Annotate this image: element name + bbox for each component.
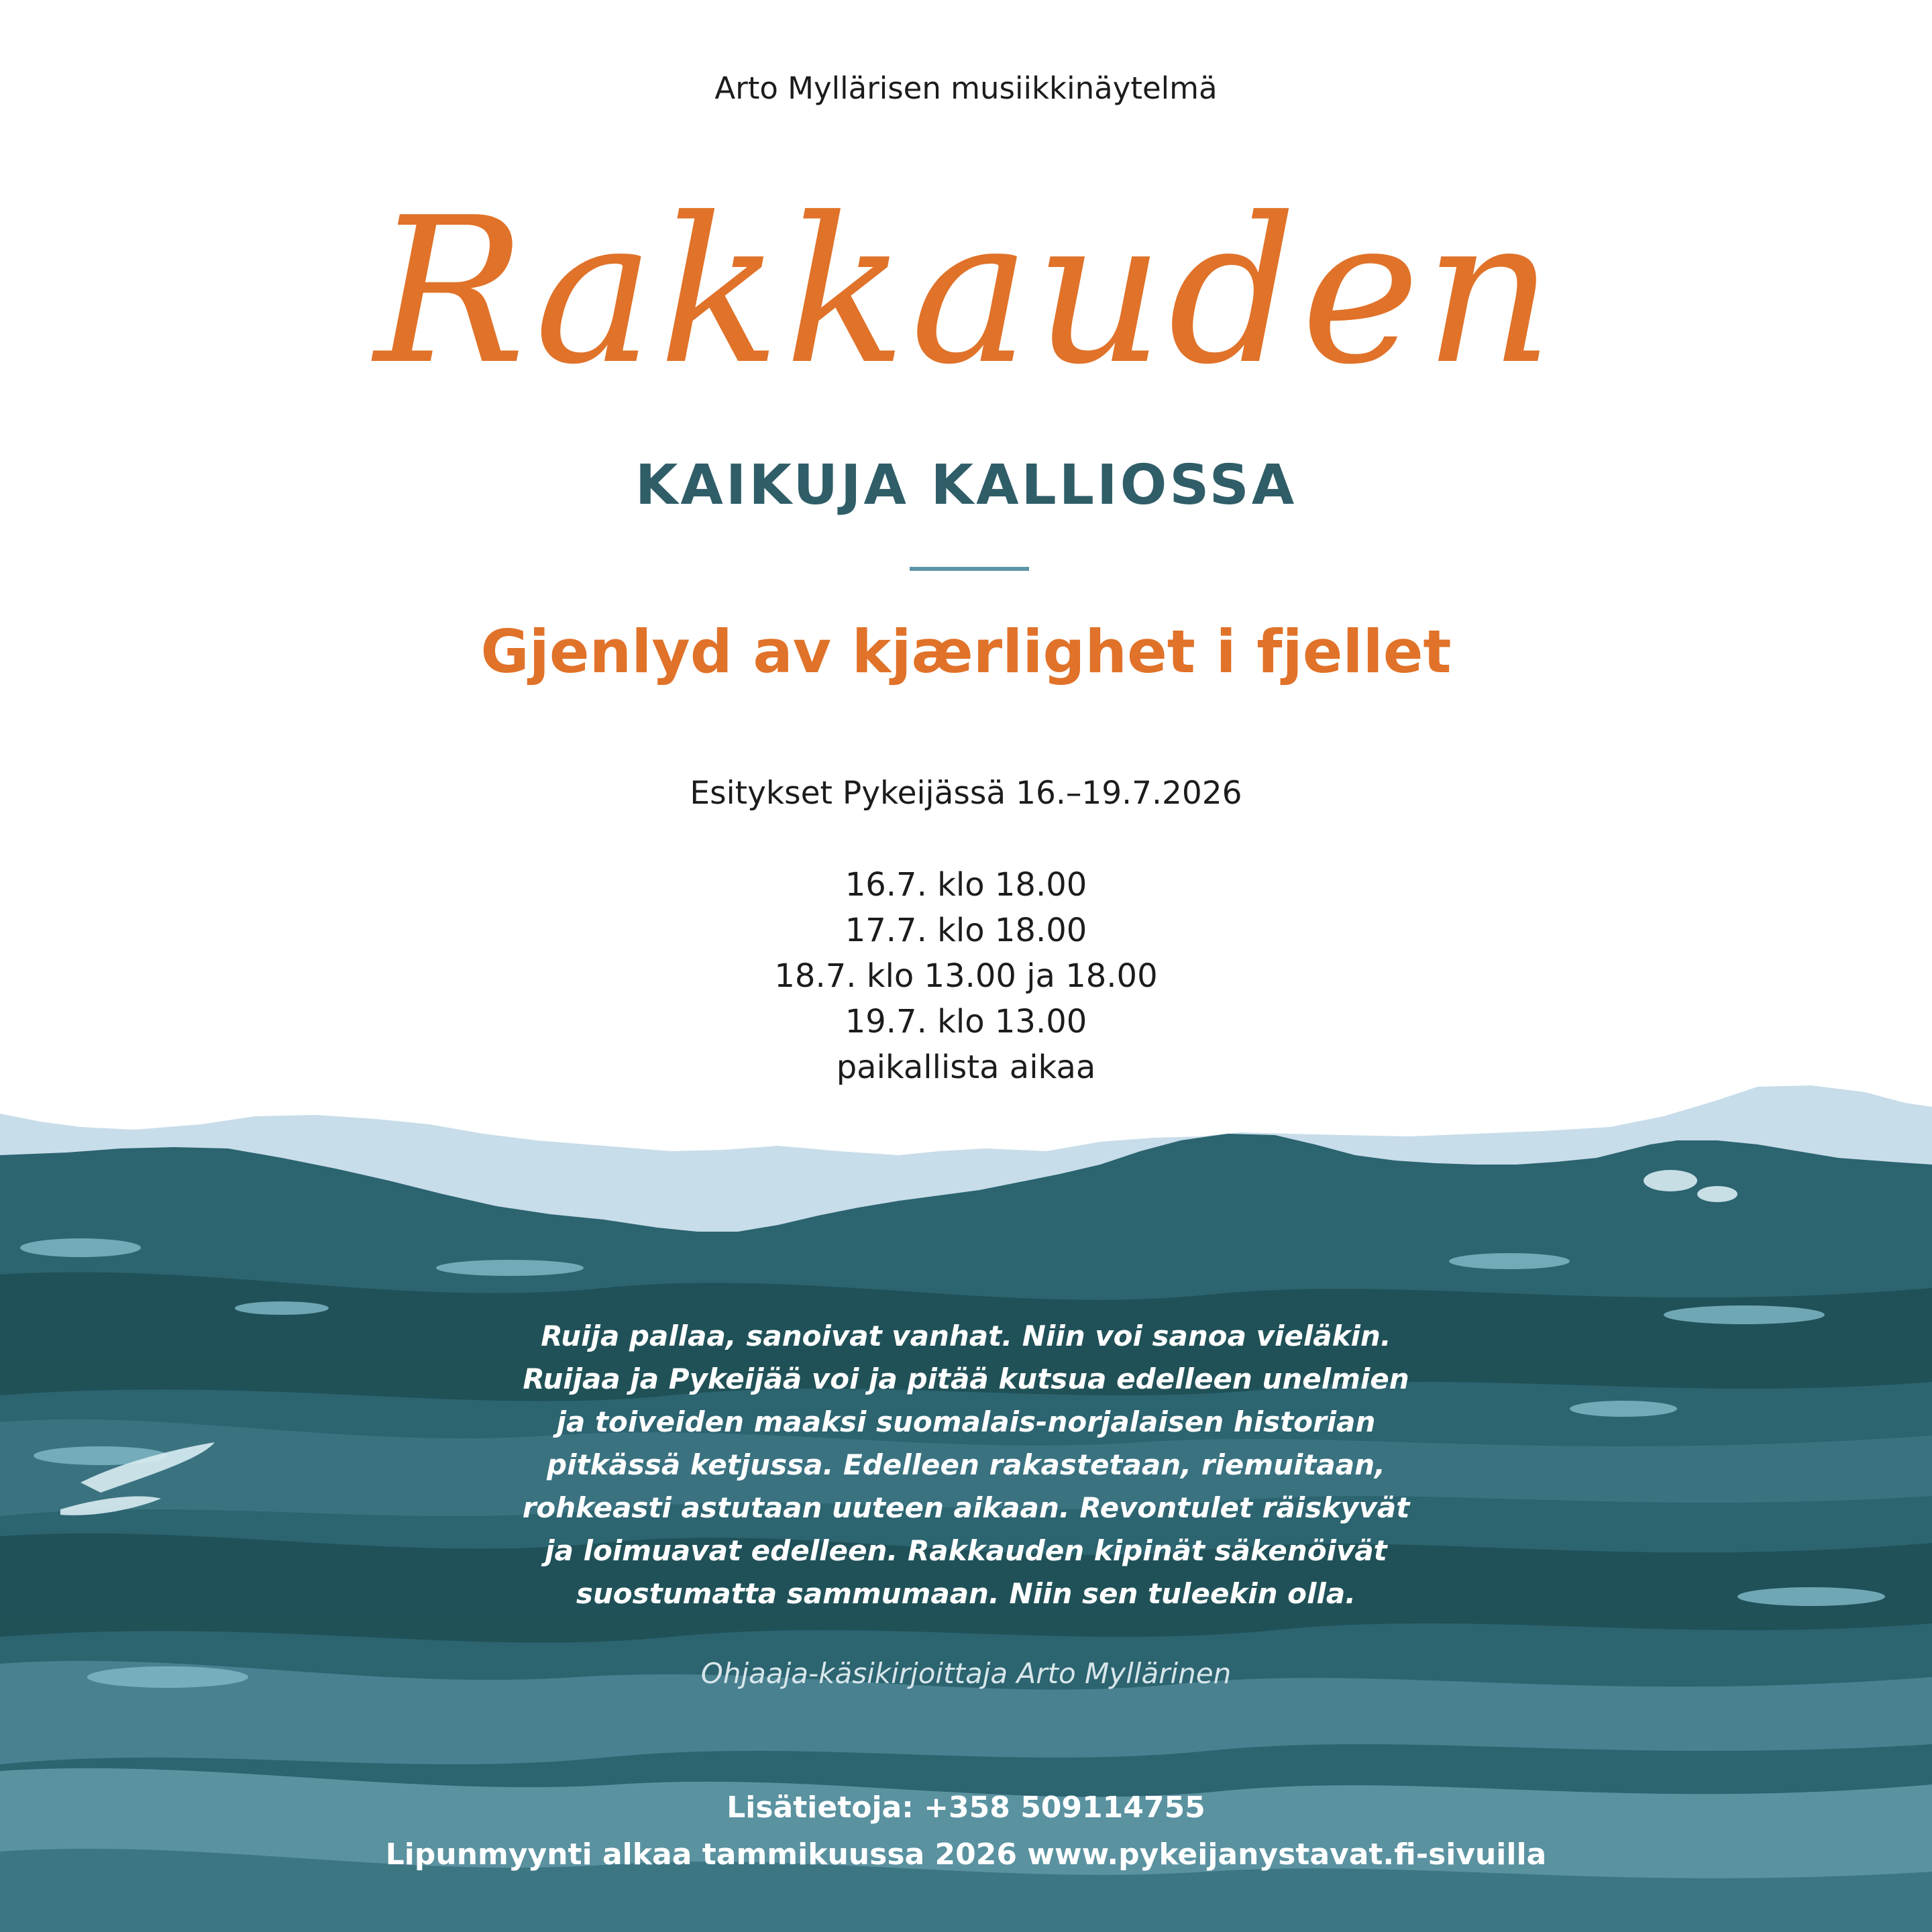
script-title: Rakkauden	[374, 174, 1558, 409]
schedule-line: 19.7. klo 13.00	[845, 1003, 1087, 1040]
subtitle-finnish: KAIKUJA KALLIOSSA	[635, 453, 1297, 517]
quote-author: Ohjaaja-käsikirjoittaja Arto Myllärinen	[700, 1657, 1232, 1690]
performance-dates-heading: Esitykset Pykeijässä 16.–19.7.2026	[690, 775, 1242, 812]
quote-line: Ruijaa ja Pykeijää voi ja pitää kutsua edelleen unelmien	[523, 1362, 1409, 1395]
quote-line: Ruija pallaa, sanoivat vanhat. Niin voi sanoa vieläkin.	[541, 1320, 1391, 1352]
presenter-line: Arto Myllärisen musiikkinäytelmä	[714, 70, 1218, 106]
schedule-line: 16.7. klo 18.00	[845, 866, 1087, 904]
schedule-line: paikallista aikaa	[836, 1049, 1096, 1086]
performance-schedule	[0, 862, 1932, 1090]
contact-info	[0, 1784, 1932, 1878]
quote-line: suostumatta sammumaan. Niin sen tuleekin olla.	[576, 1577, 1356, 1610]
schedule-line: 18.7. klo 13.00 ja 18.00	[774, 957, 1158, 995]
quote-line: pitkässä ketjussa. Edelleen rakastetaan, riemuitaan,	[547, 1448, 1385, 1481]
contact-phone: Lisätietoja: +358 509114755	[727, 1790, 1205, 1825]
subtitle-norwegian: Gjenlyd av kjærlighet i fjellet	[480, 617, 1452, 686]
director-quote	[0, 1315, 1932, 1615]
quote-line: ja toiveiden maaksi suomalais-norjalaisen historian	[556, 1405, 1376, 1438]
ticket-sales-info: Lipunmyynti alkaa tammikuussa 2026 www.pykeijanystavat.fi-sivuilla	[385, 1837, 1547, 1872]
quote-line: rohkeasti astutaan uuteen aikaan. Revontulet räiskyvät	[522, 1491, 1410, 1524]
quote-line: ja loimuavat edelleen. Rakkauden kipinät säkenöivät	[545, 1534, 1387, 1567]
title-divider	[910, 567, 1029, 571]
schedule-line: 17.7. klo 18.00	[845, 912, 1087, 949]
